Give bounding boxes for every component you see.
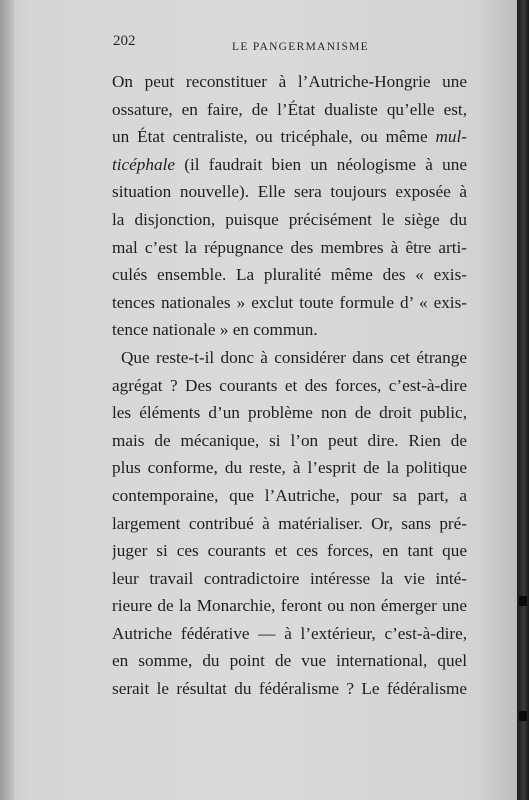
text-line (112, 151, 467, 179)
paragraph-2 (112, 344, 467, 703)
text-line: On peut reconstituer à l’Autriche-Hongrie une (112, 72, 467, 91)
text-line: la disjonction, puisque précisément le siège du (112, 209, 467, 229)
italic-word: ticéphale (112, 154, 175, 174)
text-line: tence nationale » en commun. (112, 320, 318, 340)
text-line: juger si ces courants et ces forces, en tant que (112, 541, 467, 561)
text-line: mal c’est la répugnance des membres à être arti- (112, 237, 467, 257)
text-line: serait le résultat du fédéralisme ? Le fédéralisme (112, 679, 467, 699)
text-line: culés ensemble. La pluralité même des « exis- (112, 265, 467, 285)
text-line-part: (il faudrait bien un néologisme à une (175, 154, 467, 174)
text-line: plus conforme, du reste, à l’esprit de la politique (112, 458, 467, 478)
page-gutter (0, 0, 14, 800)
text-line: tences nationales » exclut toute formule d’ « exis- (112, 292, 467, 312)
text-line (112, 123, 467, 151)
text-line: Que reste-t-il donc à considérer dans cet étrange (121, 347, 467, 367)
facing-page-edge (517, 0, 529, 800)
text-line: mais de mécanique, si l’on peut dire. Rien de (112, 430, 467, 450)
text-line-part: un État centraliste, ou tricéphale, ou même (112, 127, 436, 147)
edge-mark (519, 596, 527, 606)
text-line: rieure de la Monarchie, feront ou non émerger une (112, 596, 467, 616)
text-line: situation nouvelle). Elle sera toujours exposée à (112, 182, 467, 202)
text-line: les éléments d’un problème non de droit public, (112, 403, 467, 423)
text-line: ossature, en faire, de l’État dualiste qu’elle est, (112, 99, 467, 119)
edge-mark (519, 711, 527, 721)
body-text (112, 68, 467, 703)
italic-word: mul- (435, 127, 467, 147)
text-line: contemporaine, que l’Autriche, pour sa part, a (112, 485, 467, 505)
paragraph-1 (112, 68, 467, 344)
text-line: leur travail contradictoire intéresse la vie inté- (112, 568, 467, 588)
running-head: LE PANGERMANISME (232, 41, 369, 53)
text-line: agrégat ? Des courants et des forces, c’est-à-dire (112, 375, 467, 395)
text-line: en somme, du point de vue international, quel (112, 651, 467, 671)
page-number: 202 (113, 33, 136, 49)
text-line: Autriche fédérative — à l’extérieur, c’est-à-dire, (112, 623, 467, 643)
text-line: largement contribué à matérialiser. Or, sans pré- (112, 513, 467, 533)
